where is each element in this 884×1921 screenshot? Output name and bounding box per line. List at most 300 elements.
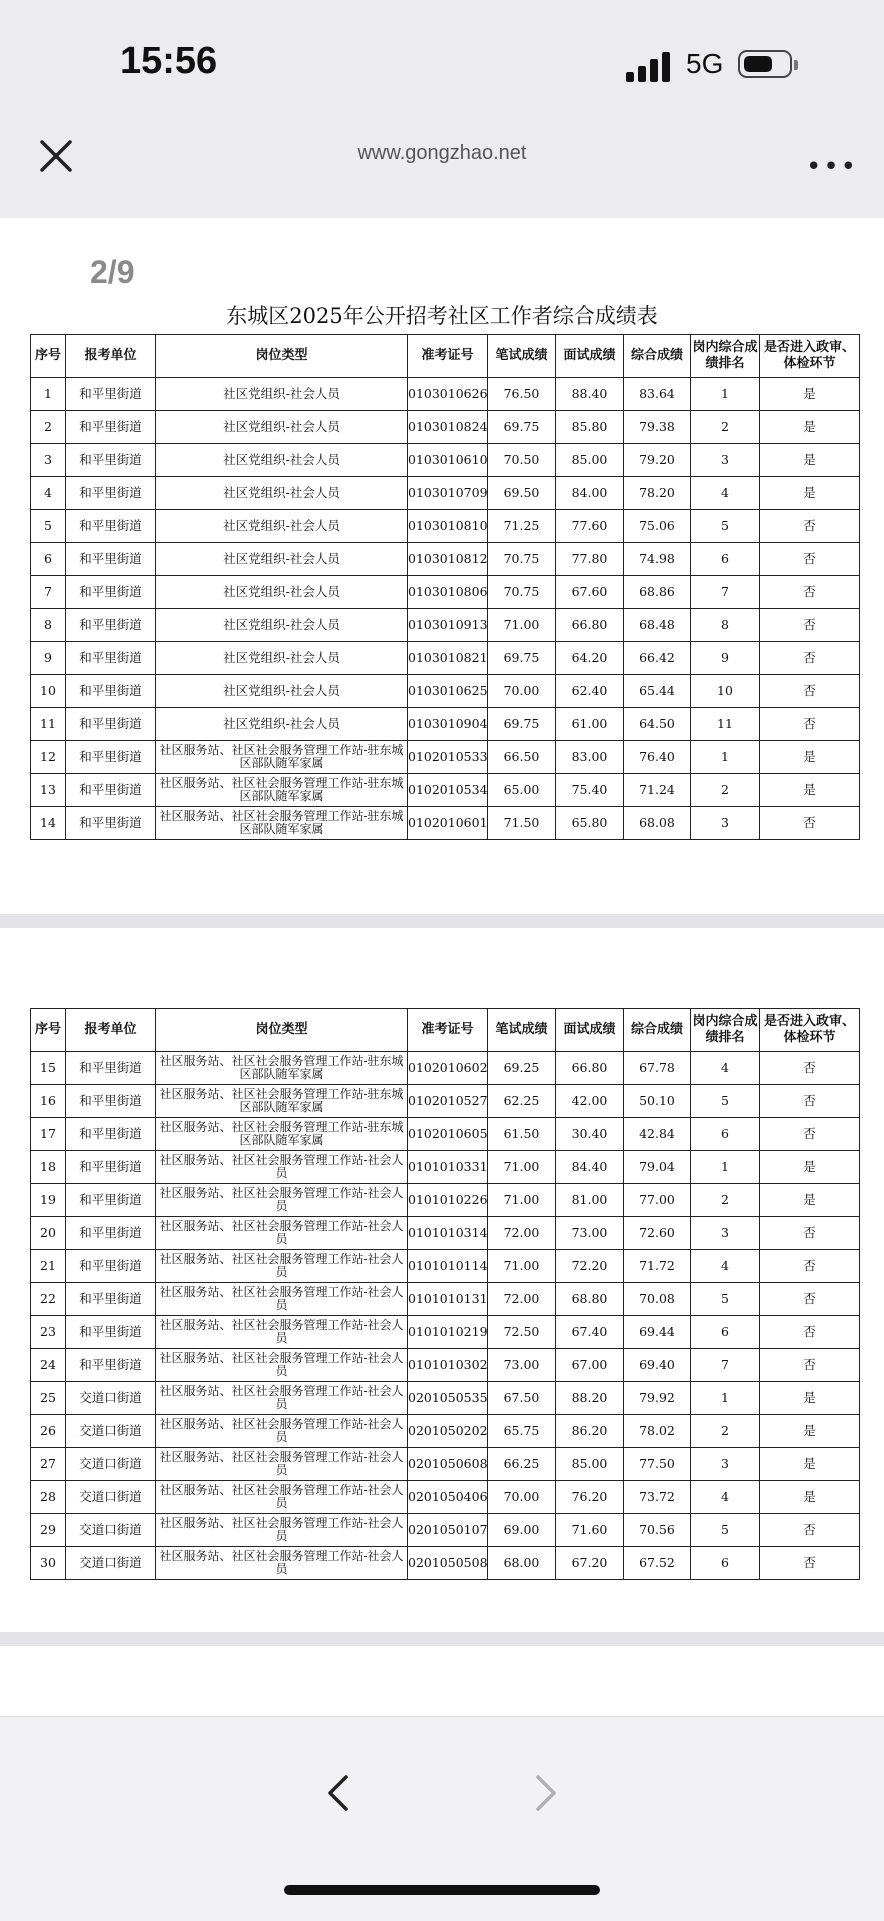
table-cell: 3 xyxy=(691,444,760,477)
table-cell: 和平里街道 xyxy=(66,1151,156,1184)
table-cell: 2 xyxy=(691,1184,760,1217)
table-cell: 社区服务站、社区社会服务管理工作站-社会人员 xyxy=(156,1283,408,1316)
cellular-signal-icon xyxy=(626,50,672,82)
table-row xyxy=(31,642,860,675)
table-cell: 社区党组织-社会人员 xyxy=(156,675,408,708)
table-cell: 0101010331 xyxy=(408,1151,488,1184)
table-cell: 0103010625 xyxy=(408,675,488,708)
table-cell: 65.00 xyxy=(488,774,556,807)
table-cell: 72.00 xyxy=(488,1283,556,1316)
table-cell: 社区服务站、社区社会服务管理工作站-社会人员 xyxy=(156,1382,408,1415)
column-header: 面试成绩 xyxy=(556,335,624,378)
table-cell: 7 xyxy=(31,576,66,609)
table-cell: 交道口街道 xyxy=(66,1481,156,1514)
table-cell: 74.98 xyxy=(624,543,691,576)
table-cell: 7 xyxy=(691,576,760,609)
table-cell: 84.00 xyxy=(556,477,624,510)
table-cell: 75.06 xyxy=(624,510,691,543)
network-type: 5G xyxy=(686,48,724,79)
table-cell: 和平里街道 xyxy=(66,642,156,675)
table-cell: 6 xyxy=(31,543,66,576)
table-cell: 66.80 xyxy=(556,1052,624,1085)
table-cell: 50.10 xyxy=(624,1085,691,1118)
more-options-icon[interactable]: ••• xyxy=(806,152,859,182)
table-cell: 18 xyxy=(31,1151,66,1184)
table-cell: 1 xyxy=(691,1151,760,1184)
table-cell: 77.60 xyxy=(556,510,624,543)
table-cell: 社区党组织-社会人员 xyxy=(156,708,408,741)
table-cell: 19 xyxy=(31,1184,66,1217)
table-cell: 25 xyxy=(31,1382,66,1415)
table-cell: 70.75 xyxy=(488,543,556,576)
table-cell: 社区服务站、社区社会服务管理工作站-社会人员 xyxy=(156,1415,408,1448)
table-cell: 69.40 xyxy=(624,1349,691,1382)
table-cell: 是 xyxy=(760,741,860,774)
table-cell: 1 xyxy=(691,1382,760,1415)
column-header: 序号 xyxy=(31,1009,66,1052)
table-cell: 67.20 xyxy=(556,1547,624,1580)
table-cell: 0201050508 xyxy=(408,1547,488,1580)
table-row xyxy=(31,576,860,609)
table-row xyxy=(31,1052,860,1085)
table-cell: 69.44 xyxy=(624,1316,691,1349)
table-cell: 社区服务站、社区社会服务管理工作站-社会人员 xyxy=(156,1448,408,1481)
table-row xyxy=(31,411,860,444)
table-cell: 23 xyxy=(31,1316,66,1349)
table-cell: 否 xyxy=(760,1349,860,1382)
table-cell: 社区服务站、社区社会服务管理工作站-驻东城区部队随军家属 xyxy=(156,741,408,774)
table-cell: 7 xyxy=(691,1349,760,1382)
table-cell: 1 xyxy=(31,378,66,411)
table-cell: 社区服务站、社区社会服务管理工作站-驻东城区部队随军家属 xyxy=(156,774,408,807)
table-cell: 69.00 xyxy=(488,1514,556,1547)
table-cell: 2 xyxy=(691,411,760,444)
table-cell: 否 xyxy=(760,510,860,543)
table-cell: 14 xyxy=(31,807,66,840)
table-cell: 68.00 xyxy=(488,1547,556,1580)
score-table-page-1 xyxy=(30,334,860,840)
table-body xyxy=(31,378,860,840)
table-cell: 85.00 xyxy=(556,444,624,477)
table-cell: 社区服务站、社区社会服务管理工作站-驻东城区部队随军家属 xyxy=(156,807,408,840)
table-cell: 77.80 xyxy=(556,543,624,576)
battery-icon xyxy=(738,50,792,78)
table-cell: 71.72 xyxy=(624,1250,691,1283)
table-cell: 5 xyxy=(31,510,66,543)
table-cell: 76.20 xyxy=(556,1481,624,1514)
table-cell: 66.25 xyxy=(488,1448,556,1481)
table-cell: 69.50 xyxy=(488,477,556,510)
table-cell: 71.25 xyxy=(488,510,556,543)
table-cell: 和平里街道 xyxy=(66,1184,156,1217)
table-cell: 和平里街道 xyxy=(66,1085,156,1118)
column-header: 是否进入政审、体检环节 xyxy=(760,1009,860,1052)
table-cell: 社区服务站、社区社会服务管理工作站-驻东城区部队随军家属 xyxy=(156,1052,408,1085)
table-cell: 否 xyxy=(760,1316,860,1349)
table-cell: 8 xyxy=(691,609,760,642)
page-divider xyxy=(0,914,884,928)
table-cell: 交道口街道 xyxy=(66,1547,156,1580)
table-cell: 10 xyxy=(691,675,760,708)
table-cell: 71.00 xyxy=(488,609,556,642)
column-header: 综合成绩 xyxy=(624,1009,691,1052)
table-cell: 61.50 xyxy=(488,1118,556,1151)
table-cell: 78.02 xyxy=(624,1415,691,1448)
table-cell: 70.08 xyxy=(624,1283,691,1316)
table-cell: 73.00 xyxy=(488,1349,556,1382)
table-row xyxy=(31,510,860,543)
table-cell: 61.00 xyxy=(556,708,624,741)
table-cell: 85.80 xyxy=(556,411,624,444)
column-header: 是否进入政审、体检环节 xyxy=(760,335,860,378)
table-cell: 26 xyxy=(31,1415,66,1448)
table-cell: 和平里街道 xyxy=(66,807,156,840)
table-cell: 65.44 xyxy=(624,675,691,708)
table-cell: 6 xyxy=(691,1316,760,1349)
bottom-toolbar xyxy=(0,1716,884,1921)
table-row xyxy=(31,774,860,807)
table-cell: 69.75 xyxy=(488,642,556,675)
table-cell: 3 xyxy=(691,1217,760,1250)
table-cell: 67.60 xyxy=(556,576,624,609)
table-cell: 0101010114 xyxy=(408,1250,488,1283)
table-cell: 0201050107 xyxy=(408,1514,488,1547)
table-cell: 0101010314 xyxy=(408,1217,488,1250)
table-row xyxy=(31,1547,860,1580)
table-cell: 3 xyxy=(691,807,760,840)
table-cell: 4 xyxy=(691,1481,760,1514)
table-cell: 和平里街道 xyxy=(66,411,156,444)
table-cell: 0102010533 xyxy=(408,741,488,774)
table-row xyxy=(31,609,860,642)
table-cell: 69.25 xyxy=(488,1052,556,1085)
table-cell: 10 xyxy=(31,675,66,708)
table-cell: 否 xyxy=(760,642,860,675)
table-cell: 71.50 xyxy=(488,807,556,840)
table-cell: 24 xyxy=(31,1349,66,1382)
table-cell: 67.50 xyxy=(488,1382,556,1415)
table-cell: 4 xyxy=(691,477,760,510)
url-label[interactable]: www.gongzhao.net xyxy=(357,142,527,164)
table-cell: 3 xyxy=(691,1448,760,1481)
table-cell: 否 xyxy=(760,807,860,840)
table-cell: 2 xyxy=(31,411,66,444)
table-cell: 67.00 xyxy=(556,1349,624,1382)
table-cell: 15 xyxy=(31,1052,66,1085)
table-cell: 79.92 xyxy=(624,1382,691,1415)
table-cell: 72.20 xyxy=(556,1250,624,1283)
table-cell: 4 xyxy=(691,1052,760,1085)
table-cell: 73.00 xyxy=(556,1217,624,1250)
table-cell: 68.80 xyxy=(556,1283,624,1316)
table-cell: 71.60 xyxy=(556,1514,624,1547)
table-cell: 67.40 xyxy=(556,1316,624,1349)
table-cell: 0102010605 xyxy=(408,1118,488,1151)
table-row xyxy=(31,1481,860,1514)
table-row xyxy=(31,1514,860,1547)
table-cell: 否 xyxy=(760,543,860,576)
table-cell: 否 xyxy=(760,1217,860,1250)
table-row xyxy=(31,1316,860,1349)
table-cell: 社区党组织-社会人员 xyxy=(156,576,408,609)
table-cell: 11 xyxy=(691,708,760,741)
table-row xyxy=(31,675,860,708)
column-header: 岗内综合成绩排名 xyxy=(691,335,760,378)
table-cell: 70.00 xyxy=(488,675,556,708)
table-cell: 76.40 xyxy=(624,741,691,774)
table-cell: 73.72 xyxy=(624,1481,691,1514)
table-cell: 和平里街道 xyxy=(66,609,156,642)
table-cell: 9 xyxy=(691,642,760,675)
column-header: 面试成绩 xyxy=(556,1009,624,1052)
browser-nav-bar xyxy=(0,120,884,212)
table-cell: 84.40 xyxy=(556,1151,624,1184)
page-divider xyxy=(0,1632,884,1646)
table-cell: 81.00 xyxy=(556,1184,624,1217)
document-title: 东城区2025年公开招考社区工作者综合成绩表 xyxy=(226,304,658,328)
page-indicator: 2/9 xyxy=(90,254,135,290)
column-header: 岗位类型 xyxy=(156,335,408,378)
table-cell: 5 xyxy=(691,1514,760,1547)
table-cell: 67.52 xyxy=(624,1547,691,1580)
table-cell: 71.00 xyxy=(488,1184,556,1217)
table-cell: 交道口街道 xyxy=(66,1415,156,1448)
table-cell: 2 xyxy=(691,774,760,807)
table-cell: 社区党组织-社会人员 xyxy=(156,411,408,444)
table-cell: 0201050406 xyxy=(408,1481,488,1514)
table-row xyxy=(31,807,860,840)
table-cell: 30 xyxy=(31,1547,66,1580)
table-cell: 否 xyxy=(760,708,860,741)
column-header: 序号 xyxy=(31,335,66,378)
table-cell: 1 xyxy=(691,378,760,411)
table-cell: 社区党组织-社会人员 xyxy=(156,444,408,477)
table-cell: 21 xyxy=(31,1250,66,1283)
table-cell: 71.00 xyxy=(488,1151,556,1184)
table-cell: 65.75 xyxy=(488,1415,556,1448)
table-cell: 6 xyxy=(691,1547,760,1580)
table-cell: 5 xyxy=(691,1085,760,1118)
table-row xyxy=(31,741,860,774)
table-cell: 64.50 xyxy=(624,708,691,741)
table-cell: 28 xyxy=(31,1481,66,1514)
table-cell: 5 xyxy=(691,510,760,543)
table-cell: 社区服务站、社区社会服务管理工作站-驻东城区部队随军家属 xyxy=(156,1085,408,1118)
table-cell: 0103010821 xyxy=(408,642,488,675)
table-cell: 79.38 xyxy=(624,411,691,444)
table-cell: 72.00 xyxy=(488,1217,556,1250)
table-cell: 0103010824 xyxy=(408,411,488,444)
table-cell: 是 xyxy=(760,444,860,477)
table-cell: 是 xyxy=(760,1481,860,1514)
table-cell: 否 xyxy=(760,609,860,642)
table-cell: 是 xyxy=(760,378,860,411)
table-cell: 社区党组织-社会人员 xyxy=(156,609,408,642)
table-row xyxy=(31,1217,860,1250)
table-cell: 和平里街道 xyxy=(66,1118,156,1151)
table-cell: 是 xyxy=(760,477,860,510)
back-arrow-icon[interactable] xyxy=(318,1771,362,1815)
table-cell: 0102010601 xyxy=(408,807,488,840)
status-time: 15:56 xyxy=(120,40,218,82)
table-cell: 交道口街道 xyxy=(66,1382,156,1415)
table-cell: 71.00 xyxy=(488,1250,556,1283)
column-header: 准考证号 xyxy=(408,1009,488,1052)
table-row xyxy=(31,1349,860,1382)
table-cell: 和平里街道 xyxy=(66,1217,156,1250)
table-cell: 0103010610 xyxy=(408,444,488,477)
table-cell: 是 xyxy=(760,411,860,444)
table-cell: 88.40 xyxy=(556,378,624,411)
table-cell: 0103010812 xyxy=(408,543,488,576)
table-cell: 0201050202 xyxy=(408,1415,488,1448)
table-cell: 42.00 xyxy=(556,1085,624,1118)
table-cell: 68.86 xyxy=(624,576,691,609)
table-cell: 12 xyxy=(31,741,66,774)
table-cell: 社区党组织-社会人员 xyxy=(156,378,408,411)
table-cell: 和平里街道 xyxy=(66,1052,156,1085)
table-cell: 0101010302 xyxy=(408,1349,488,1382)
column-header: 岗内综合成绩排名 xyxy=(691,1009,760,1052)
table-cell: 0101010131 xyxy=(408,1283,488,1316)
table-cell: 社区服务站、社区社会服务管理工作站-社会人员 xyxy=(156,1547,408,1580)
table-row xyxy=(31,378,860,411)
table-cell: 和平里街道 xyxy=(66,1283,156,1316)
table-cell: 0103010904 xyxy=(408,708,488,741)
table-cell: 0101010219 xyxy=(408,1316,488,1349)
column-header: 报考单位 xyxy=(66,335,156,378)
table-cell: 否 xyxy=(760,1250,860,1283)
table-cell: 78.20 xyxy=(624,477,691,510)
table-row xyxy=(31,1382,860,1415)
table-cell: 70.00 xyxy=(488,1481,556,1514)
table-cell: 30.40 xyxy=(556,1118,624,1151)
table-cell: 0201050535 xyxy=(408,1382,488,1415)
table-cell: 和平里街道 xyxy=(66,1250,156,1283)
home-indicator xyxy=(284,1885,600,1895)
column-header: 报考单位 xyxy=(66,1009,156,1052)
score-table-page-2 xyxy=(30,1008,860,1580)
table-cell: 70.56 xyxy=(624,1514,691,1547)
table-cell: 交道口街道 xyxy=(66,1514,156,1547)
table-row xyxy=(31,1448,860,1481)
table-cell: 0103010709 xyxy=(408,477,488,510)
table-row xyxy=(31,708,860,741)
table-row xyxy=(31,1118,860,1151)
table-cell: 0103010806 xyxy=(408,576,488,609)
table-cell: 社区服务站、社区社会服务管理工作站-社会人员 xyxy=(156,1316,408,1349)
table-cell: 62.40 xyxy=(556,675,624,708)
table-cell: 64.20 xyxy=(556,642,624,675)
table-cell: 2 xyxy=(691,1415,760,1448)
table-cell: 4 xyxy=(691,1250,760,1283)
table-cell: 否 xyxy=(760,1085,860,1118)
table-row xyxy=(31,444,860,477)
table-cell: 66.42 xyxy=(624,642,691,675)
table-cell: 1 xyxy=(691,741,760,774)
table-cell: 0103010913 xyxy=(408,609,488,642)
table-cell: 6 xyxy=(691,543,760,576)
column-header: 笔试成绩 xyxy=(488,1009,556,1052)
table-cell: 和平里街道 xyxy=(66,378,156,411)
table-cell: 83.00 xyxy=(556,741,624,774)
column-header: 岗位类型 xyxy=(156,1009,408,1052)
table-cell: 68.08 xyxy=(624,807,691,840)
table-cell: 27 xyxy=(31,1448,66,1481)
table-cell: 65.80 xyxy=(556,807,624,840)
table-cell: 77.00 xyxy=(624,1184,691,1217)
table-cell: 否 xyxy=(760,1514,860,1547)
table-cell: 社区党组织-社会人员 xyxy=(156,642,408,675)
table-cell: 79.04 xyxy=(624,1151,691,1184)
table-row xyxy=(31,1283,860,1316)
table-cell: 0102010602 xyxy=(408,1052,488,1085)
table-cell: 69.75 xyxy=(488,708,556,741)
table-cell: 66.50 xyxy=(488,741,556,774)
forward-arrow-icon[interactable] xyxy=(522,1771,566,1815)
document-page-1 xyxy=(0,218,884,914)
table-cell: 否 xyxy=(760,1052,860,1085)
table-cell: 是 xyxy=(760,1415,860,1448)
table-cell: 0101010226 xyxy=(408,1184,488,1217)
table-cell: 和平里街道 xyxy=(66,477,156,510)
table-cell: 83.64 xyxy=(624,378,691,411)
table-cell: 67.78 xyxy=(624,1052,691,1085)
table-cell: 69.75 xyxy=(488,411,556,444)
table-cell: 社区服务站、社区社会服务管理工作站-社会人员 xyxy=(156,1250,408,1283)
table-cell: 13 xyxy=(31,774,66,807)
table-cell: 否 xyxy=(760,675,860,708)
table-cell: 8 xyxy=(31,609,66,642)
table-cell: 是 xyxy=(760,1184,860,1217)
table-cell: 社区服务站、社区社会服务管理工作站-社会人员 xyxy=(156,1151,408,1184)
table-row xyxy=(31,1415,860,1448)
table-cell: 交道口街道 xyxy=(66,1448,156,1481)
document-page-2 xyxy=(0,928,884,1632)
table-cell: 社区党组织-社会人员 xyxy=(156,510,408,543)
column-header: 准考证号 xyxy=(408,335,488,378)
table-cell: 4 xyxy=(31,477,66,510)
table-row xyxy=(31,1151,860,1184)
document-page-3 xyxy=(0,1646,884,1726)
table-cell: 76.50 xyxy=(488,378,556,411)
table-cell: 是 xyxy=(760,1382,860,1415)
table-cell: 5 xyxy=(691,1283,760,1316)
table-cell: 否 xyxy=(760,576,860,609)
table-cell: 16 xyxy=(31,1085,66,1118)
table-cell: 和平里街道 xyxy=(66,1349,156,1382)
table-header-row xyxy=(31,1009,860,1052)
table-header-row xyxy=(31,335,860,378)
table-cell: 是 xyxy=(760,774,860,807)
table-cell: 社区服务站、社区社会服务管理工作站-社会人员 xyxy=(156,1481,408,1514)
table-cell: 社区服务站、社区社会服务管理工作站-社会人员 xyxy=(156,1184,408,1217)
table-cell: 和平里街道 xyxy=(66,741,156,774)
table-cell: 68.48 xyxy=(624,609,691,642)
table-cell: 和平里街道 xyxy=(66,543,156,576)
table-cell: 79.20 xyxy=(624,444,691,477)
table-cell: 社区党组织-社会人员 xyxy=(156,543,408,576)
table-cell: 85.00 xyxy=(556,1448,624,1481)
table-cell: 否 xyxy=(760,1547,860,1580)
table-cell: 和平里街道 xyxy=(66,774,156,807)
table-cell: 和平里街道 xyxy=(66,1316,156,1349)
table-row xyxy=(31,1184,860,1217)
table-cell: 社区党组织-社会人员 xyxy=(156,477,408,510)
status-bar xyxy=(0,0,884,120)
table-cell: 88.20 xyxy=(556,1382,624,1415)
table-cell: 是 xyxy=(760,1151,860,1184)
